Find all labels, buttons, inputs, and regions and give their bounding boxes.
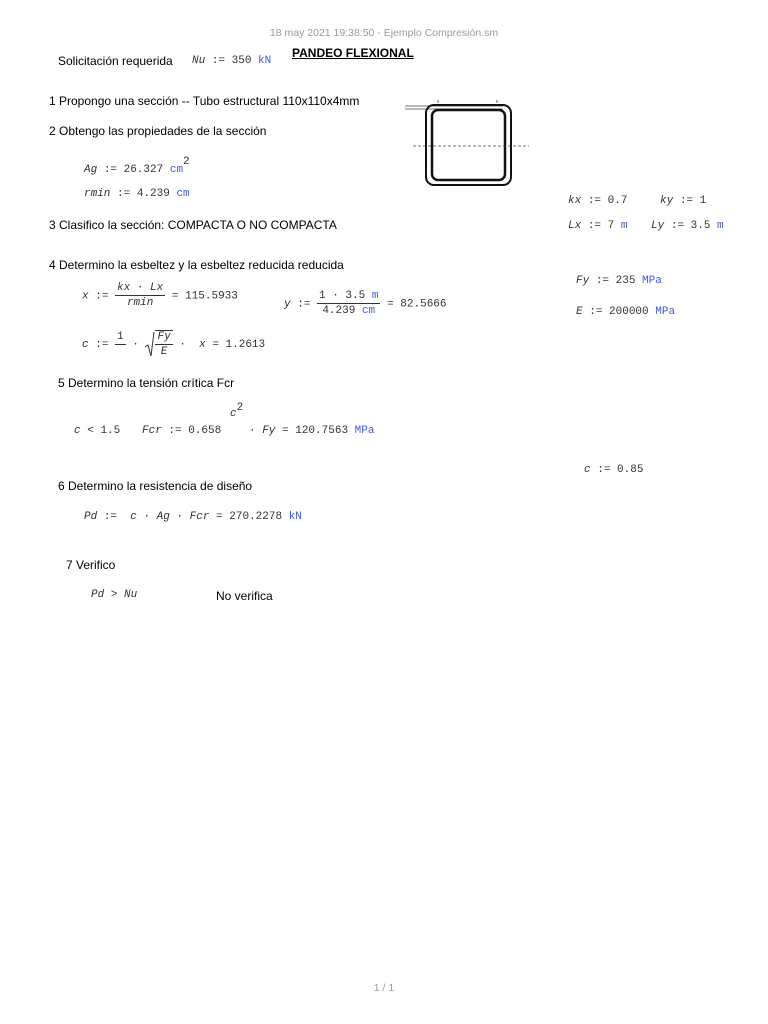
phi-c-formula: c := 0.85: [584, 464, 644, 476]
sqrt-symbol: $\frac{Fy}{E}$: [145, 330, 172, 358]
verify-formula: Pd > Nu: [91, 589, 138, 601]
lambda-c-formula: c := 1 · $\frac{Fy}{E}$ · x = 1.2613: [82, 330, 266, 358]
ly-formula: Ly := 3.5 m: [651, 220, 724, 232]
page-number: 1 / 1: [373, 982, 395, 994]
kx-formula: kx := 0.7: [568, 195, 628, 207]
rmin-formula: rmin := 4.239 cm: [84, 188, 190, 200]
page-header: 18 may 2021 19:38:50 - Ejemplo Compresión.sm: [269, 27, 499, 39]
tube-section-diagram: [405, 96, 531, 191]
verify-result: No verifica: [216, 589, 273, 603]
page-title: PANDEO FLEXIONAL: [292, 46, 414, 60]
step-1: 1 Propongo una sección -- Tubo estructural 110x110x4mm: [49, 94, 360, 108]
fcr-formula: Fcr := 0.658: [142, 425, 222, 437]
step-3: 3 Clasifico la sección: COMPACTA O NO COMPACTA: [49, 218, 337, 232]
step-6: 6 Determino la resistencia de diseño: [58, 479, 253, 493]
fcr-exponent: c2: [230, 402, 244, 420]
lambda-y-formula: y := $\frac{1 \cdot 3.5 m}{4.239 cm}$ = 82.5666: [284, 290, 447, 317]
step-7: 7 Verifico: [66, 558, 116, 572]
req-label: Solicitación requerida: [58, 54, 173, 68]
ag-formula: Ag := 26.327 cm2: [84, 156, 190, 176]
e-formula: E := 200000 MPa: [576, 306, 676, 318]
fcr-result: · Fy = 120.7563 MPa: [249, 425, 375, 437]
step-5: 5 Determino la tensión crítica Fcr: [58, 376, 235, 390]
lambda-x-formula: x := $\frac{kx \cdot Lx}{rmin}$ = 115.5933: [82, 282, 238, 309]
req-formula: Nu := 350 kN: [192, 55, 272, 67]
condition-formula: c < 1.5: [74, 425, 121, 437]
lx-formula: Lx := 7 m: [568, 220, 628, 232]
step-2: 2 Obtengo las propiedades de la sección: [49, 124, 267, 138]
ky-formula: ky := 1: [660, 195, 707, 207]
step-4: 4 Determino la esbeltez y la esbeltez reducida reducida: [49, 258, 344, 272]
fy-formula: Fy := 235 MPa: [576, 275, 662, 287]
pd-formula: Pd := c · Ag · Fcr = 270.2278 kN: [84, 511, 302, 523]
